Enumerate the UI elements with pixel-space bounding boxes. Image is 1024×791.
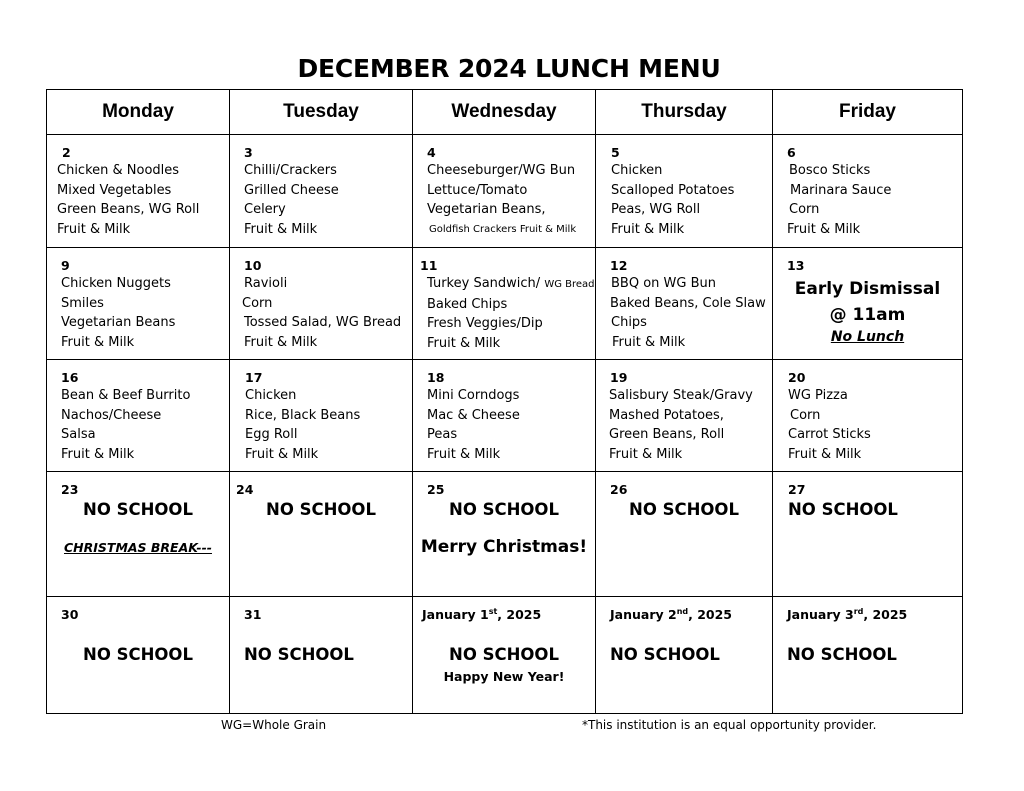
menu-item: Marinara Sauce <box>790 182 892 198</box>
day-cell <box>413 597 596 714</box>
date-number: 2 <box>62 145 71 160</box>
menu-item: Fruit & Milk <box>244 221 318 237</box>
menu-item: Cheeseburger/WG Bun <box>427 163 576 178</box>
no-school-label: NO SCHOOL <box>83 500 193 519</box>
date-number: 11 <box>420 258 438 273</box>
menu-item: Fruit & Milk <box>245 446 319 462</box>
date-number: 5 <box>611 145 620 160</box>
day-cell <box>230 472 413 597</box>
page-title: DECEMBER 2024 LUNCH MENU <box>297 54 721 83</box>
no-school-label: NO SCHOOL <box>449 645 559 664</box>
menu-item: Vegetarian Beans <box>61 315 176 330</box>
menu-item: Nachos/Cheese <box>61 407 162 423</box>
menu-item <box>420 274 595 295</box>
menu-item: WG Pizza <box>788 388 848 403</box>
day-cell <box>773 248 963 360</box>
menu-item: Bean & Beef Burrito <box>61 388 191 403</box>
menu-item: Fruit & Milk <box>427 446 501 462</box>
day-cell <box>230 597 413 714</box>
week-row <box>47 360 963 472</box>
no-school-label: NO SCHOOL <box>787 645 897 664</box>
date-number: 3 <box>244 145 253 160</box>
menu-item: Fruit & Milk <box>57 221 131 237</box>
menu-item: Fresh Veggies/Dip <box>427 316 543 331</box>
menu-item: Fruit & Milk <box>609 446 683 462</box>
day-cell <box>413 135 596 248</box>
menu-item: Green Beans, Roll <box>609 427 725 442</box>
date-number: 31 <box>244 607 262 622</box>
menu-item: Chicken <box>245 388 297 403</box>
menu-item: Baked Chips <box>427 296 508 312</box>
date-number: 19 <box>610 370 628 385</box>
day-header-wednesday: Wednesday <box>413 90 596 135</box>
date-number: 25 <box>427 482 445 497</box>
menu-item-text: Turkey Sandwich/ <box>427 276 541 291</box>
menu-item: Peas, WG Roll <box>611 202 701 217</box>
footer-disclaimer: *This institution is an equal opportunity provider. <box>582 718 877 732</box>
day-cell <box>413 472 596 597</box>
menu-item: Corn <box>242 295 273 311</box>
no-school-label: NO SCHOOL <box>83 645 193 664</box>
header-row <box>47 90 963 135</box>
day-cell <box>413 360 596 472</box>
no-school-label: NO SCHOOL <box>788 500 898 519</box>
christmas-break-note: CHRISTMAS BREAK--- <box>64 539 212 555</box>
date-number: 30 <box>61 607 79 622</box>
week-row <box>47 597 963 714</box>
date-number: 4 <box>427 145 436 160</box>
menu-item: Baked Beans, Cole Slaw <box>610 295 766 311</box>
menu-item: Fruit & Milk <box>61 446 135 462</box>
menu-item: Ravioli <box>244 276 288 291</box>
happy-new-year-note: Happy New Year! <box>443 668 565 684</box>
date-number: 13 <box>787 258 805 273</box>
menu-item: Fruit & Milk <box>788 446 862 462</box>
day-cell <box>596 248 773 360</box>
week-row <box>47 135 963 248</box>
menu-item: Green Beans, WG Roll <box>57 202 200 217</box>
menu-item: Fruit & Milk <box>787 221 861 237</box>
date-number: 24 <box>236 482 254 497</box>
day-cell <box>596 135 773 248</box>
day-cell <box>47 248 230 360</box>
day-header-thursday: Thursday <box>596 90 773 135</box>
date-number: 16 <box>61 370 79 385</box>
no-school-label: NO SCHOOL <box>449 500 559 519</box>
date-number: 6 <box>787 145 796 160</box>
day-cell <box>596 360 773 472</box>
menu-item: Chicken & Noodles <box>57 163 180 178</box>
menu-item: Scalloped Potatoes <box>611 182 735 198</box>
date-label: January 2nd, 2025 <box>610 606 732 622</box>
day-cell <box>596 597 773 714</box>
menu-item: Fruit & Milk <box>427 335 501 351</box>
day-cell <box>230 360 413 472</box>
menu-item: Fruit & Milk <box>61 334 135 350</box>
no-school-label: NO SCHOOL <box>629 500 739 519</box>
menu-item: Peas <box>427 427 458 442</box>
menu-item: Goldfish Crackers Fruit & Milk <box>429 223 577 235</box>
day-cell <box>47 597 230 714</box>
week-row <box>47 248 963 360</box>
menu-item: Carrot Sticks <box>788 427 871 442</box>
menu-item: Salsa <box>61 427 96 442</box>
date-number: 12 <box>610 258 628 273</box>
menu-item: BBQ on WG Bun <box>611 276 716 291</box>
date-number: 23 <box>61 482 79 497</box>
dismissal-time: @ 11am <box>829 305 906 325</box>
day-cell <box>47 135 230 248</box>
menu-item: Corn <box>789 202 820 217</box>
date-number: 17 <box>245 370 263 385</box>
no-lunch-label: No Lunch <box>830 329 905 345</box>
date-number: 20 <box>788 370 806 385</box>
menu-item: Fruit & Milk <box>611 221 685 237</box>
menu-item-note: WG Bread <box>544 279 595 290</box>
menu-item: Vegetarian Beans, <box>427 202 546 217</box>
menu-item: Grilled Cheese <box>244 182 339 198</box>
day-cell <box>230 248 413 360</box>
date-number: 18 <box>427 370 445 385</box>
day-cell <box>773 597 963 714</box>
date-label: January 3rd, 2025 <box>787 606 908 622</box>
day-cell <box>773 472 963 597</box>
menu-item: Chilli/Crackers <box>244 163 337 178</box>
menu-item: Fruit & Milk <box>244 334 318 350</box>
menu-item: Egg Roll <box>245 427 298 442</box>
day-cell <box>773 135 963 248</box>
menu-item: Corn <box>790 407 821 423</box>
date-label: January 1st, 2025 <box>422 606 542 622</box>
menu-item: Tossed Salad, WG Bread <box>244 315 402 330</box>
day-cell <box>47 472 230 597</box>
week-row <box>47 472 963 597</box>
menu-item: Celery <box>244 202 286 217</box>
date-number: 10 <box>244 258 262 273</box>
menu-item: Fruit & Milk <box>612 334 686 350</box>
menu-item: Mixed Vegetables <box>57 182 172 198</box>
day-cell <box>773 360 963 472</box>
menu-item: Salisbury Steak/Gravy <box>609 388 753 403</box>
menu-item: Smiles <box>61 295 104 311</box>
merry-christmas-note: Merry Christmas! <box>420 536 588 557</box>
menu-item: Lettuce/Tomato <box>427 182 528 198</box>
date-number: 26 <box>610 482 628 497</box>
menu-item: Rice, Black Beans <box>245 407 361 423</box>
day-header-friday: Friday <box>773 90 963 135</box>
no-school-label: NO SCHOOL <box>244 645 354 664</box>
menu-item: Mini Corndogs <box>427 388 520 403</box>
menu-item: Chicken <box>611 163 663 178</box>
day-cell <box>413 248 596 360</box>
lunch-menu-table <box>46 89 963 714</box>
date-number: 9 <box>61 258 70 273</box>
day-header-tuesday: Tuesday <box>230 90 413 135</box>
date-number: 27 <box>788 482 806 497</box>
day-cell <box>47 360 230 472</box>
menu-item: Mac & Cheese <box>427 407 520 423</box>
day-cell <box>596 472 773 597</box>
day-cell <box>230 135 413 248</box>
footer-legend: WG=Whole Grain <box>221 718 327 732</box>
menu-item: Chips <box>611 315 647 330</box>
menu-item: Chicken Nuggets <box>61 276 171 291</box>
no-school-label: NO SCHOOL <box>610 645 720 664</box>
day-header-monday: Monday <box>47 90 230 135</box>
menu-item: Mashed Potatoes, <box>609 407 724 423</box>
no-school-label: NO SCHOOL <box>266 500 376 519</box>
menu-item: Bosco Sticks <box>789 163 871 178</box>
early-dismissal-label: Early Dismissal <box>794 279 941 299</box>
